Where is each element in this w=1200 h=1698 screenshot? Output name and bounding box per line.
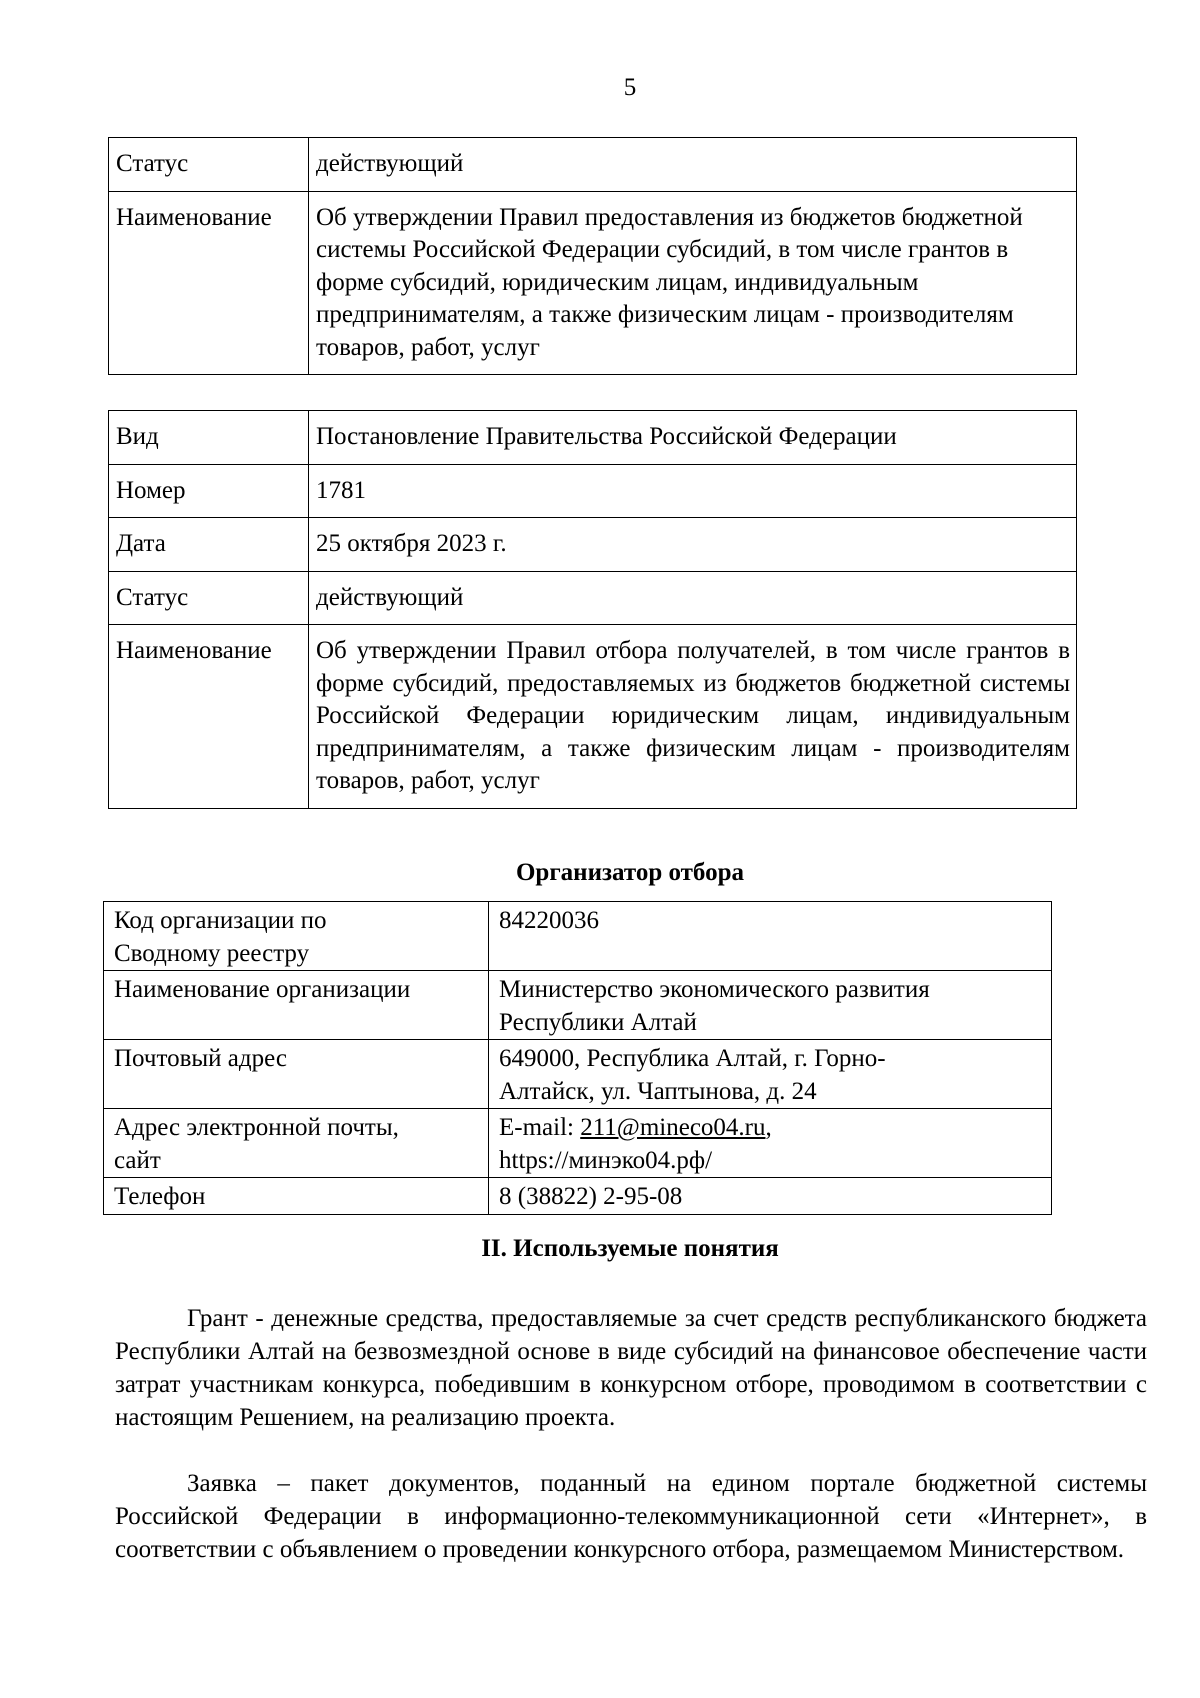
name-value: Об утверждении Правил предоставления из бюджетов бюджетной системы Российской Федерации субсидий, в том числе грантов в форме субсидий, юридическим лицам, индивидуальным предпринимателям, а также физическим лицам - производителям товаров, работ, услуг — [309, 191, 1077, 375]
org-name-line-2: Республики Алтай — [499, 1008, 697, 1036]
status-value: действующий — [309, 138, 1077, 192]
code-label-line-2: Сводному реестру — [114, 939, 310, 967]
table-row — [104, 1040, 1052, 1109]
postal-line-1: 649000, Республика Алтай, г. Горно- — [499, 1045, 886, 1072]
code-value: 84220036 — [489, 902, 1052, 971]
phone-value: 8 (38822) 2-95-08 — [489, 1178, 1052, 1215]
paragraph-application — [115, 1467, 1147, 1566]
org-name-line-1: Министерство экономического развития — [499, 976, 930, 1003]
name-value: Об утверждении Правил отбора получателей, в том числе грантов в форме субсидий, предоставляемых из бюджетов бюджетной системы Российской Федерации юридическим лицам, индивидуальным предпринимателям, а также физическим лицам - производителям товаров, работ, услуг — [309, 625, 1077, 809]
paragraph-text: Заявка – пакет документов, поданный на едином портале бюджетной системы Российской Федерации в информационно-телекоммуникационной сети «Интернет», в соответствии с объявлением о проведении конкурсного отбора, размещаемом Министерством. — [115, 1470, 1147, 1563]
number-value: 1781 — [309, 464, 1077, 518]
act-table-2 — [108, 410, 1077, 809]
name-label: Наименование — [109, 191, 309, 375]
org-name-label: Наименование организации — [104, 971, 489, 1040]
code-label-line-1: Код организации по — [114, 907, 327, 934]
organizer-table — [103, 901, 1052, 1215]
email-label-line-2: сайт — [114, 1146, 161, 1174]
table-row — [104, 971, 1052, 1040]
email-line — [499, 1112, 1043, 1145]
table-row — [109, 138, 1077, 192]
postal-line-2: Алтайск, ул. Чаптынова, д. 24 — [499, 1077, 817, 1105]
phone-label: Телефон — [104, 1178, 489, 1215]
site-link[interactable]: https://минэко04.рф/ — [499, 1146, 713, 1174]
status-value: действующий — [309, 571, 1077, 625]
table-row — [109, 191, 1077, 375]
email-value — [489, 1109, 1052, 1178]
table-row — [109, 411, 1077, 465]
table-row — [109, 464, 1077, 518]
organizer-title: Организатор отбора — [515, 859, 745, 886]
status-label: Статус — [109, 138, 309, 192]
kind-value: Постановление Правительства Российской Федерации — [309, 411, 1077, 465]
table-row — [104, 1178, 1052, 1215]
email-link[interactable]: 211@mineco04.ru — [580, 1114, 766, 1141]
status-label: Статус — [109, 571, 309, 625]
table-row — [109, 571, 1077, 625]
code-label — [104, 902, 489, 971]
paragraph-text: Грант - денежные средства, предоставляемые за счет средств республиканского бюджета Республики Алтай на безвозмездной основе в виде субсидий на финансовое обеспечение части затрат участникам конкурса, победившим в конкурсном отборе, проводимом в соответствии с настоящим Решением, на реализацию проекта. — [115, 1305, 1147, 1431]
org-name-value — [489, 971, 1052, 1040]
email-suffix: , — [765, 1114, 772, 1141]
postal-value — [489, 1040, 1052, 1109]
email-prefix: E-mail: — [499, 1114, 581, 1141]
act-table-1 — [108, 137, 1077, 375]
email-label-line-1: Адрес электронной почты, — [114, 1114, 399, 1141]
table-row — [109, 518, 1077, 572]
table-row — [104, 1109, 1052, 1178]
kind-label: Вид — [109, 411, 309, 465]
date-value: 25 октября 2023 г. — [309, 518, 1077, 572]
section-title: II. Используемые понятия — [481, 1235, 779, 1262]
date-label: Дата — [109, 518, 309, 572]
table-row — [104, 902, 1052, 971]
table-row — [109, 625, 1077, 809]
name-label: Наименование — [109, 625, 309, 809]
email-label — [104, 1109, 489, 1178]
postal-label: Почтовый адрес — [104, 1040, 489, 1109]
page-number: 5 — [623, 74, 637, 101]
number-label: Номер — [109, 464, 309, 518]
paragraph-grant — [115, 1302, 1147, 1434]
